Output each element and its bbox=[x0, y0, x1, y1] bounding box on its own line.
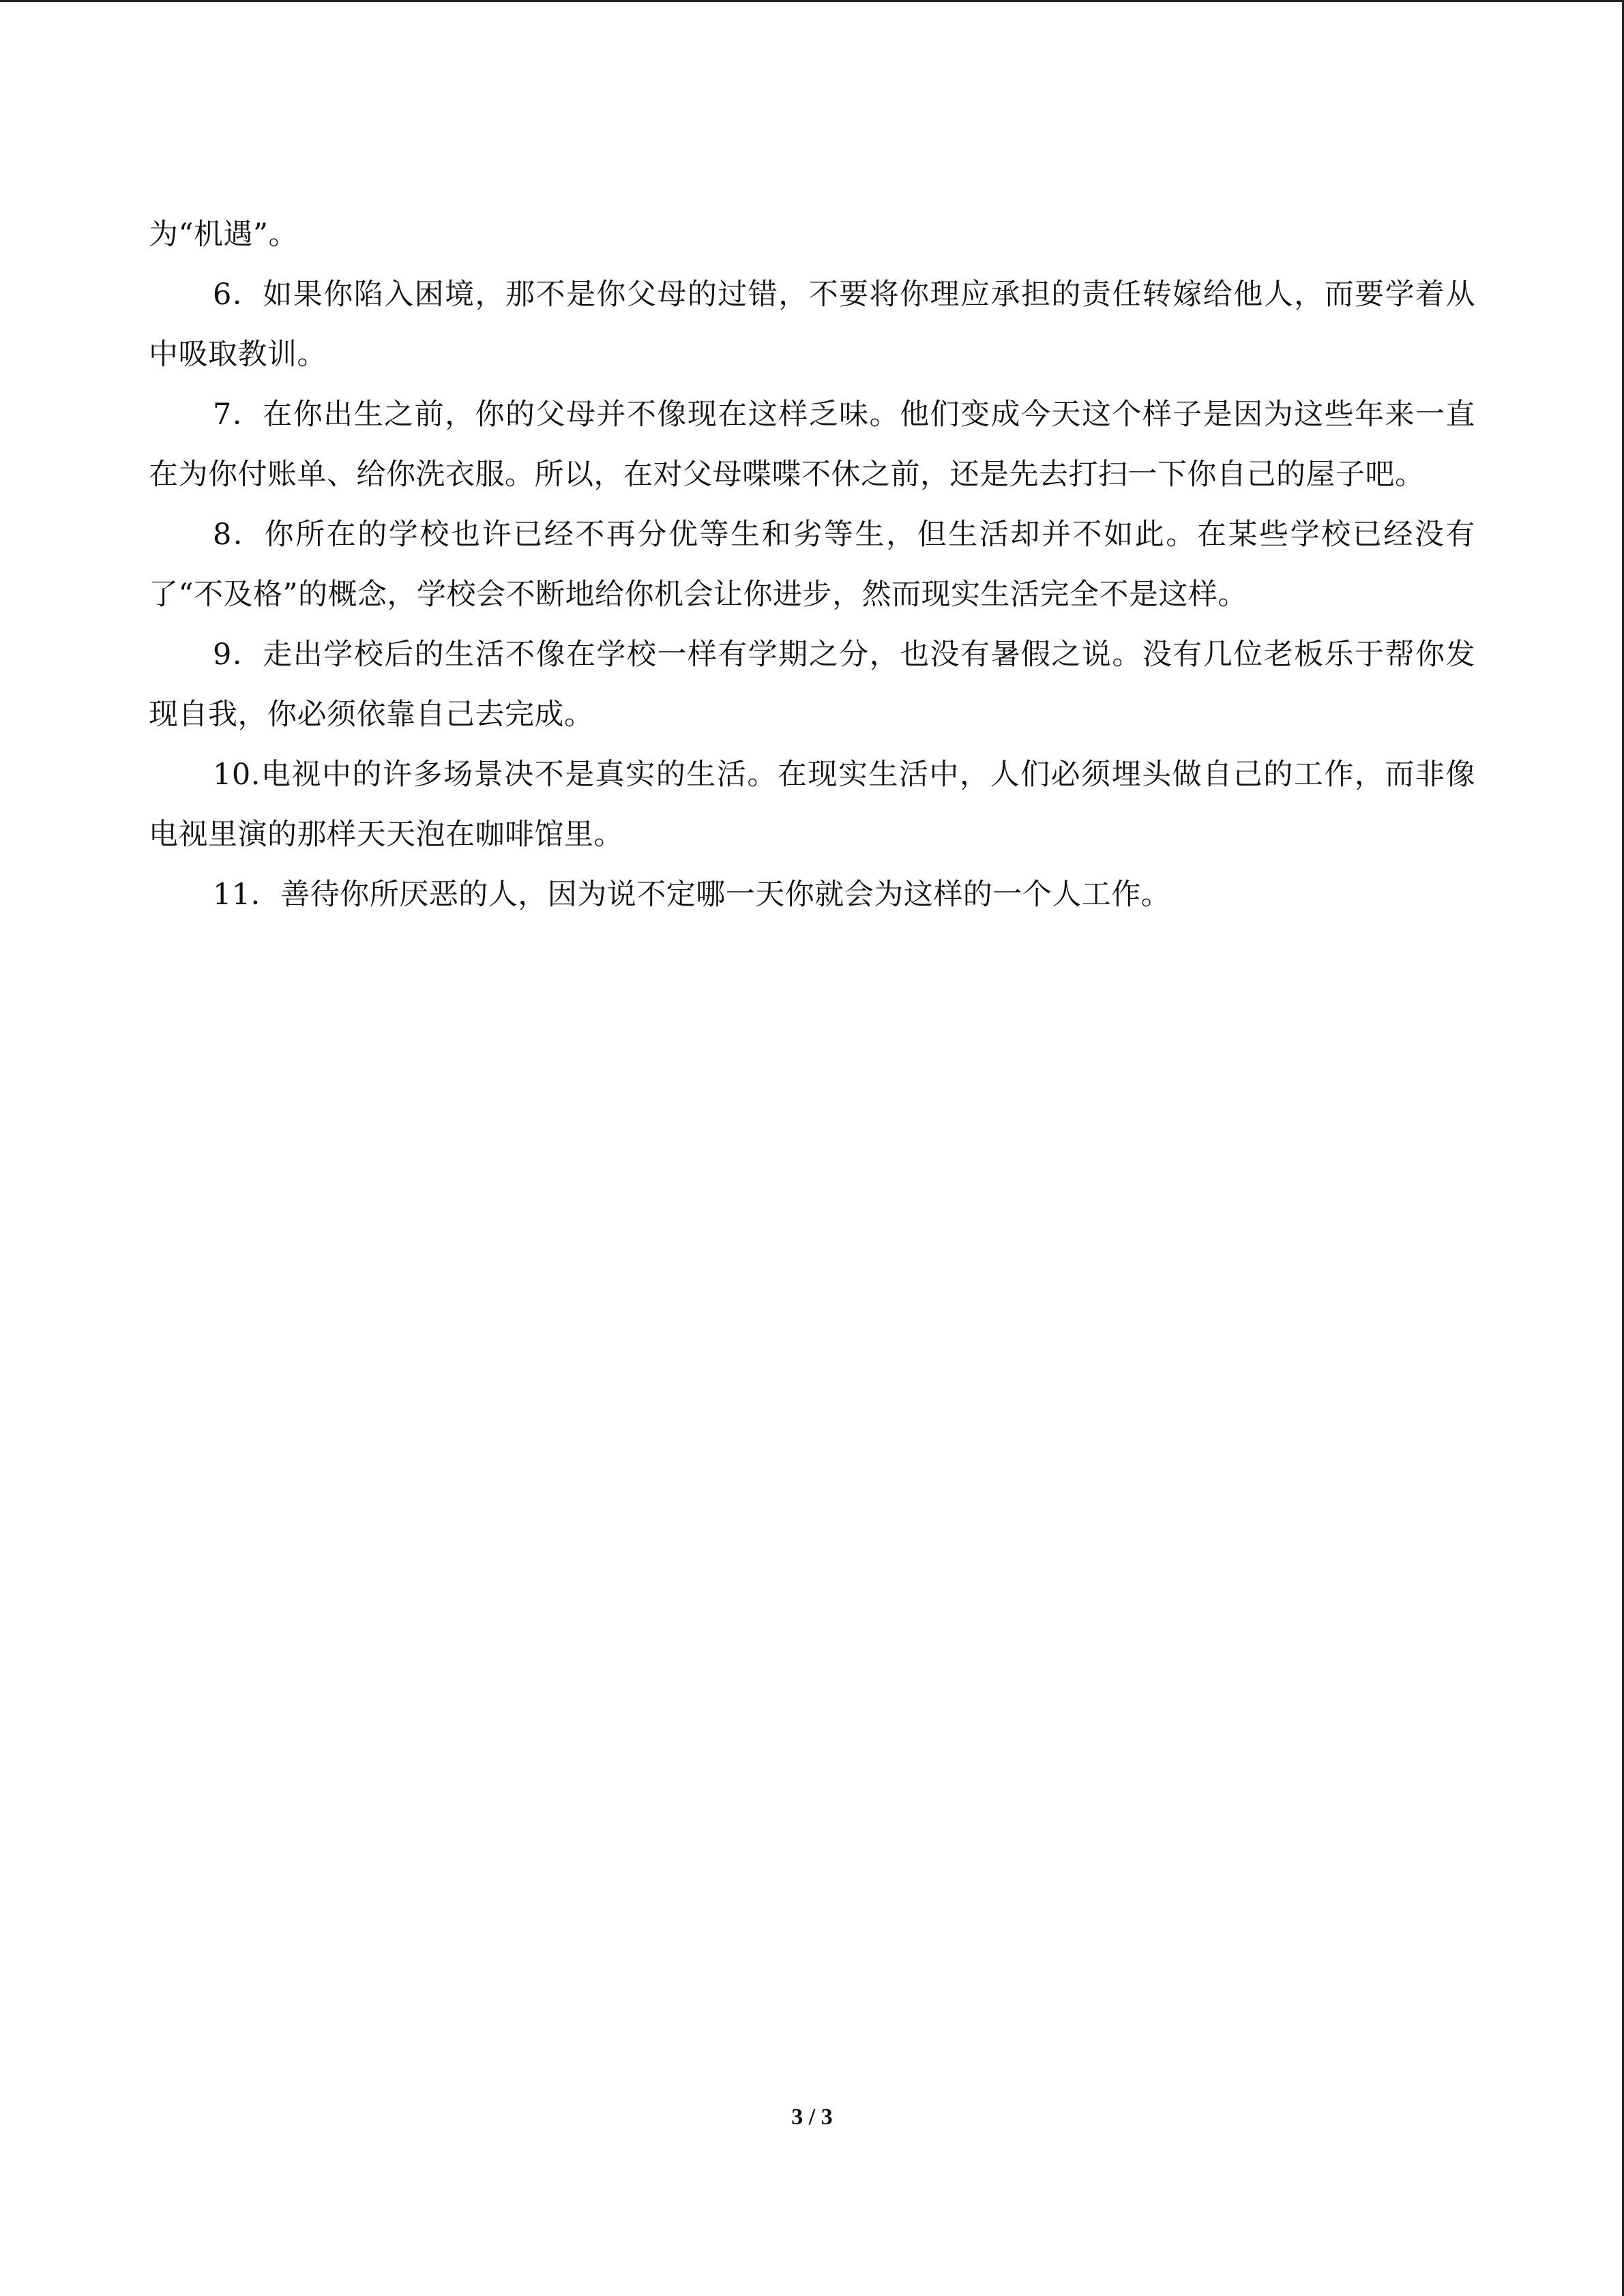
paragraph-item-9: 9．走出学校后的生活不像在学校一样有学期之分，也没有暑假之说。没有几位老板乐于帮你发现自我，你必须依靠自己去完成。 bbox=[149, 638, 1475, 732]
paragraph-item-8: 8．你所在的学校也许已经不再分优等生和劣等生，但生活却并不如此。在某些学校已经没有了“不及格”的概念，学校会不断地给你机会让你进步，然而现实生活完全不是这样。 bbox=[149, 518, 1475, 612]
paragraph-item-10: 10.电视中的许多场景决不是真实的生活。在现实生活中，人们必须埋头做自己的工作，而非像电视里演的那样天天泡在咖啡馆里。 bbox=[149, 758, 1475, 852]
page-number: 3 / 3 bbox=[791, 2104, 833, 2130]
paragraph-continuation: 为“机遇”。 bbox=[149, 218, 298, 252]
page-top-border bbox=[0, 0, 1624, 2]
paragraph-item-7: 7．在你出生之前，你的父母并不像现在这样乏味。他们变成今天这个样子是因为这些年来一直在为你付账单、给你洗衣服。所以，在对父母喋喋不休之前，还是先去打扫一下你自己的屋子吧。 bbox=[149, 398, 1475, 492]
document-body bbox=[149, 205, 1475, 925]
paragraph-item-6: 6．如果你陷入困境，那不是你父母的过错，不要将你理应承担的责任转嫁给他人，而要学着从中吸取教训。 bbox=[149, 278, 1475, 372]
paragraph-item-11: 11．善待你所厌恶的人，因为说不定哪一天你就会为这样的一个人工作。 bbox=[213, 878, 1171, 912]
